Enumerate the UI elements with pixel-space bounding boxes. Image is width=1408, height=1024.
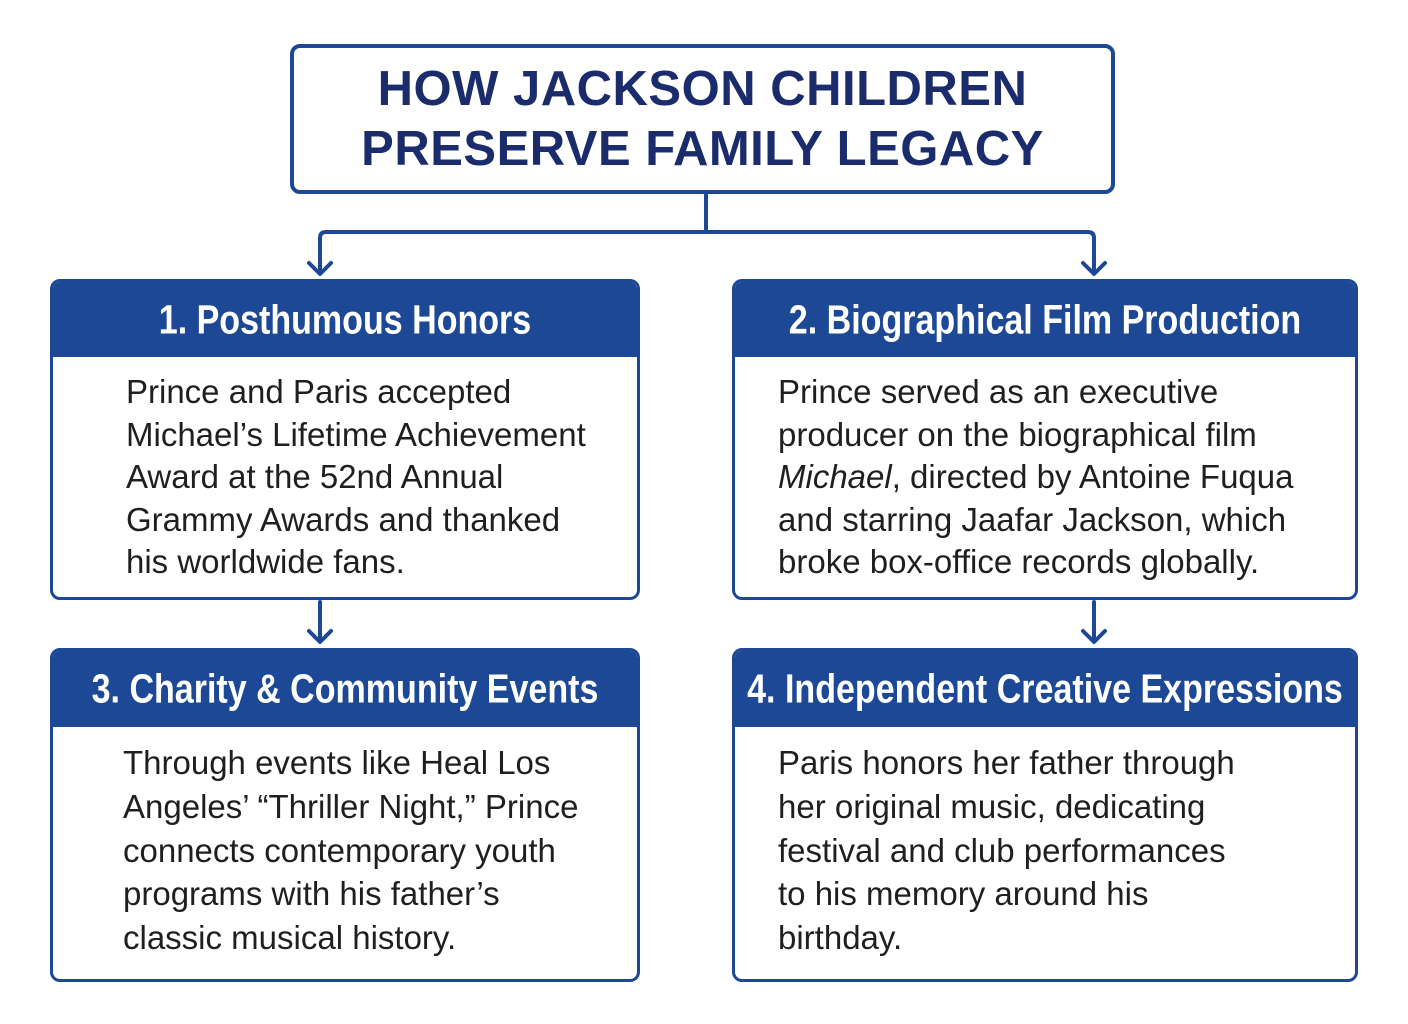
film-title: Michael <box>778 458 892 495</box>
body-line: festival and club performances <box>778 831 1226 869</box>
box-independent-creative-expressions <box>732 648 1358 982</box>
body-line: birthday. <box>778 919 903 956</box>
body-line: Prince and Paris accepted <box>126 373 512 410</box>
body-line: and starring Jaafar Jackson, which <box>778 500 1287 538</box>
body-line: Through events like Heal Los <box>123 744 551 781</box>
body-line: Paris honors her father through <box>778 744 1235 781</box>
body-line: producer on the biographical film <box>778 415 1257 453</box>
box-heading: 1. Posthumous Honors <box>158 296 532 342</box>
body-line: programs with his father’s <box>123 875 500 913</box>
body-line: Prince served as an executive <box>778 373 1219 410</box>
box-body <box>53 727 637 960</box>
arrow-head-to-box-4 <box>1083 631 1105 642</box>
body-line <box>778 456 1355 499</box>
box-header <box>53 282 637 357</box>
body-line: Grammy Awards and thanked <box>126 500 561 538</box>
arrow-head-to-box-3 <box>309 631 331 642</box>
box-heading: 2. Biographical Film Production <box>788 296 1302 342</box>
arrow-head-to-box-2 <box>1083 263 1105 274</box>
box-body <box>735 357 1355 584</box>
arrow-head-to-box-1 <box>309 263 331 274</box>
body-line: broke box-office records globally. <box>778 543 1260 580</box>
title-box <box>290 44 1115 194</box>
body-line: Michael’s Lifetime Achievement <box>126 415 586 453</box>
box-biographical-film-production <box>732 279 1358 600</box>
box-body <box>53 357 637 584</box>
box-header <box>735 282 1355 357</box>
body-line: classic musical history. <box>123 919 457 956</box>
body-line: Award at the 52nd Annual <box>126 458 504 495</box>
body-line: Angeles’ “Thriller Night,” Prince <box>123 787 579 825</box>
body-line-text: , directed by Antoine Fuqua <box>891 458 1294 495</box>
box-heading: 3. Charity & Community Events <box>91 665 599 712</box>
box-header <box>735 651 1355 727</box>
body-line: to his memory around his <box>778 875 1149 913</box>
body-line: connects contemporary youth <box>123 831 556 869</box>
box-charity-community-events <box>50 648 640 982</box>
connector-branch <box>320 232 1094 272</box>
box-body <box>735 727 1355 960</box>
box-posthumous-honors <box>50 279 640 600</box>
body-line: her original music, dedicating <box>778 787 1206 825</box>
box-header <box>53 651 637 727</box>
body-line: his worldwide fans. <box>126 543 405 580</box>
page-title-line-2: PRESERVE FAMILY LEGACY <box>361 122 1044 176</box>
page-title-line-1: HOW JACKSON CHILDREN <box>377 62 1028 116</box>
box-heading: 4. Independent Creative Expressions <box>747 665 1343 712</box>
